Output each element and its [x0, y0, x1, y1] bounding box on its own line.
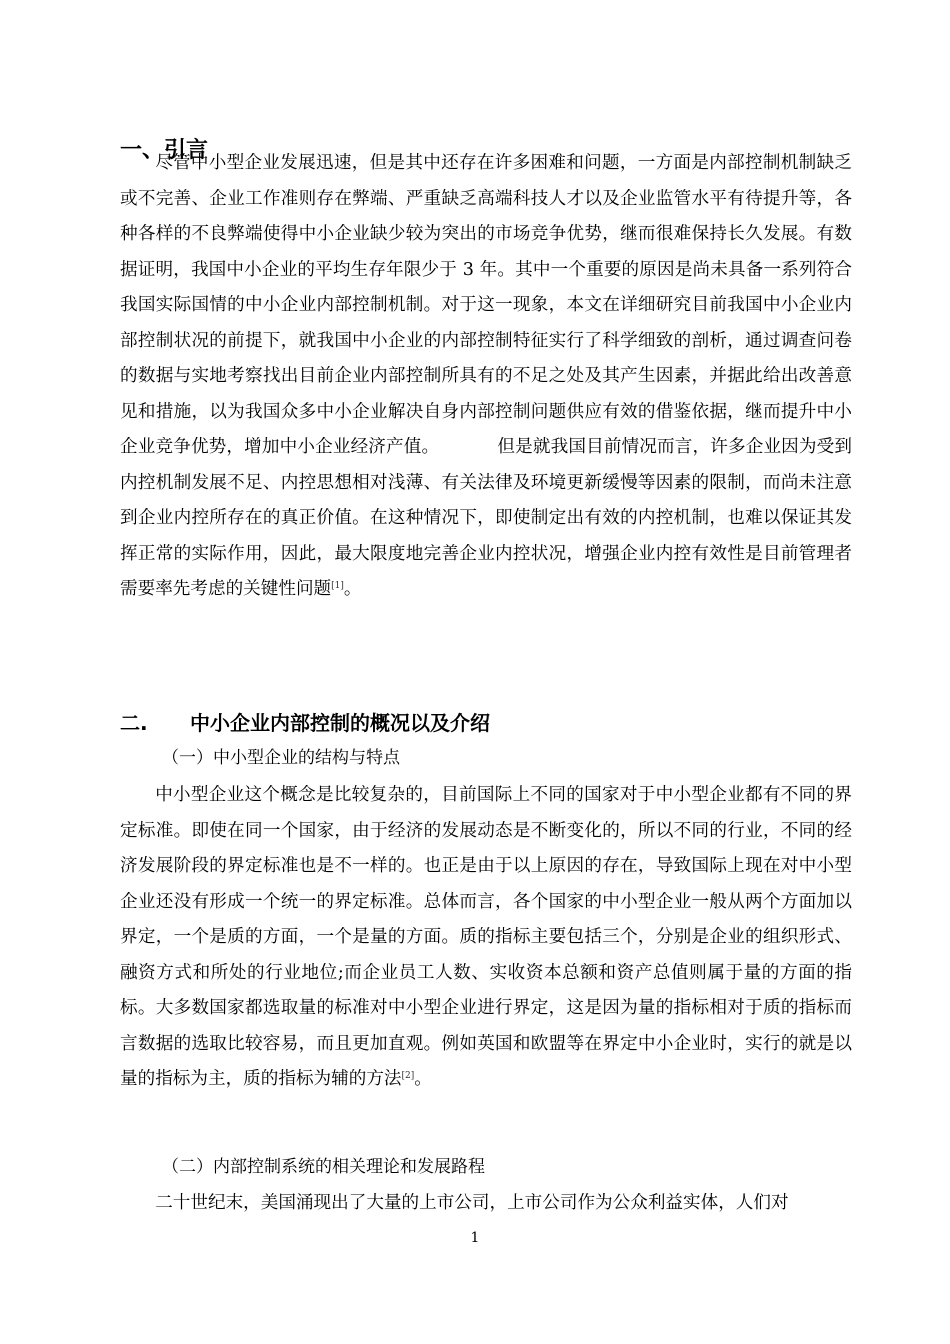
intro-paragraph-text-a: 尽管中小型企业发展迅速，但是其中还存在许多困难和问题，一方面是内部控制机制缺乏或不完善、企业工作准则存在弊端、严重缺乏高端科技人才以及企业监管水平有待提升等，各种各样的不良弊端使得中小企业缺少较为突出的市场竞争优势，继而很难保持长久发展。有数据证明，我国中小企业的平均生存年限少于 3 年。其中一个重要的原因是尚未具备一系列符合我国实际国情的中小企业内部控制机制。对于这一现象，本文在详细研究目前我国中小企业内部控制状况的前提下，就我国中小企业的内部控制特征实行了科学细致的剖析，通过调查问卷的数据与实地考察找出目前企业内部控制所具有的不足之处及其产生因素，并据此给出改善意见和措施，以为我国众多中小企业解决自身内部控制问题供应有效的借鉴依据，继而提升中小企业竞争优势，增加中小企业经济产值。 [120, 153, 852, 457]
subheading-structure: （一）中小型企业的结构与特点 [162, 748, 400, 768]
structure-paragraph [120, 778, 852, 1098]
section-heading-intro: 一、引言 [120, 138, 209, 163]
section-number: 二. [120, 711, 148, 735]
structure-paragraph-end: 。 [414, 1069, 432, 1089]
intro-paragraph-end: 。 [343, 579, 362, 599]
page-number: 1 [470, 1230, 480, 1246]
subheading-theory: （二）内部控制系统的相关理论和发展路程 [162, 1157, 485, 1177]
section-heading-overview [120, 708, 490, 738]
intro-paragraph [120, 146, 852, 608]
citation-ref-1: [1] [331, 581, 344, 591]
section-title: 中小企业内部控制的概况以及介绍 [190, 711, 490, 735]
theory-paragraph: 二十世纪末，美国涌现出了大量的上市公司，上市公司作为公众利益实体，人们对 [155, 1193, 789, 1213]
intro-paragraph-text-b: 但是就我国目前情况而言，许多企业因为受到内控机制发展不足、内控思想相对浅薄、有关法律及环境更新缓慢等因素的限制，而尚未注意到企业内控所存在的真正价值。在这种情况下，即使制定出有效的内控机制，也难以保证其发挥正常的实际作用，因此，最大限度地完善企业内控状况，增强企业内控有效性是目前管理者需要率先考虑的关键性问题 [120, 437, 852, 599]
citation-ref-2: [2] [401, 1071, 415, 1081]
structure-paragraph-text: 中小型企业这个概念是比较复杂的，目前国际上不同的国家对于中小型企业都有不同的界定标准。即使在同一个国家，由于经济的发展动态是不断变化的，所以不同的行业，不同的经济发展阶段的界定标准也是不一样的。也正是由于以上原因的存在，导致国际上现在对中小型企业还没有形成一个统一的界定标准。总体而言，各个国家的中小型企业一般从两个方面加以界定，一个是质的方面，一个是量的方面。质的指标主要包括三个，分别是企业的组织形式、融资方式和所处的行业地位;而企业员工人数、实收资本总额和资产总值则属于量的方面的指标。大多数国家都选取量的标准对中小型企业进行界定，这是因为量的指标相对于质的指标而言数据的选取比较容易，而且更加直观。例如英国和欧盟等在界定中小企业时，实行的就是以量的指标为主，质的指标为辅的方法 [120, 785, 852, 1089]
